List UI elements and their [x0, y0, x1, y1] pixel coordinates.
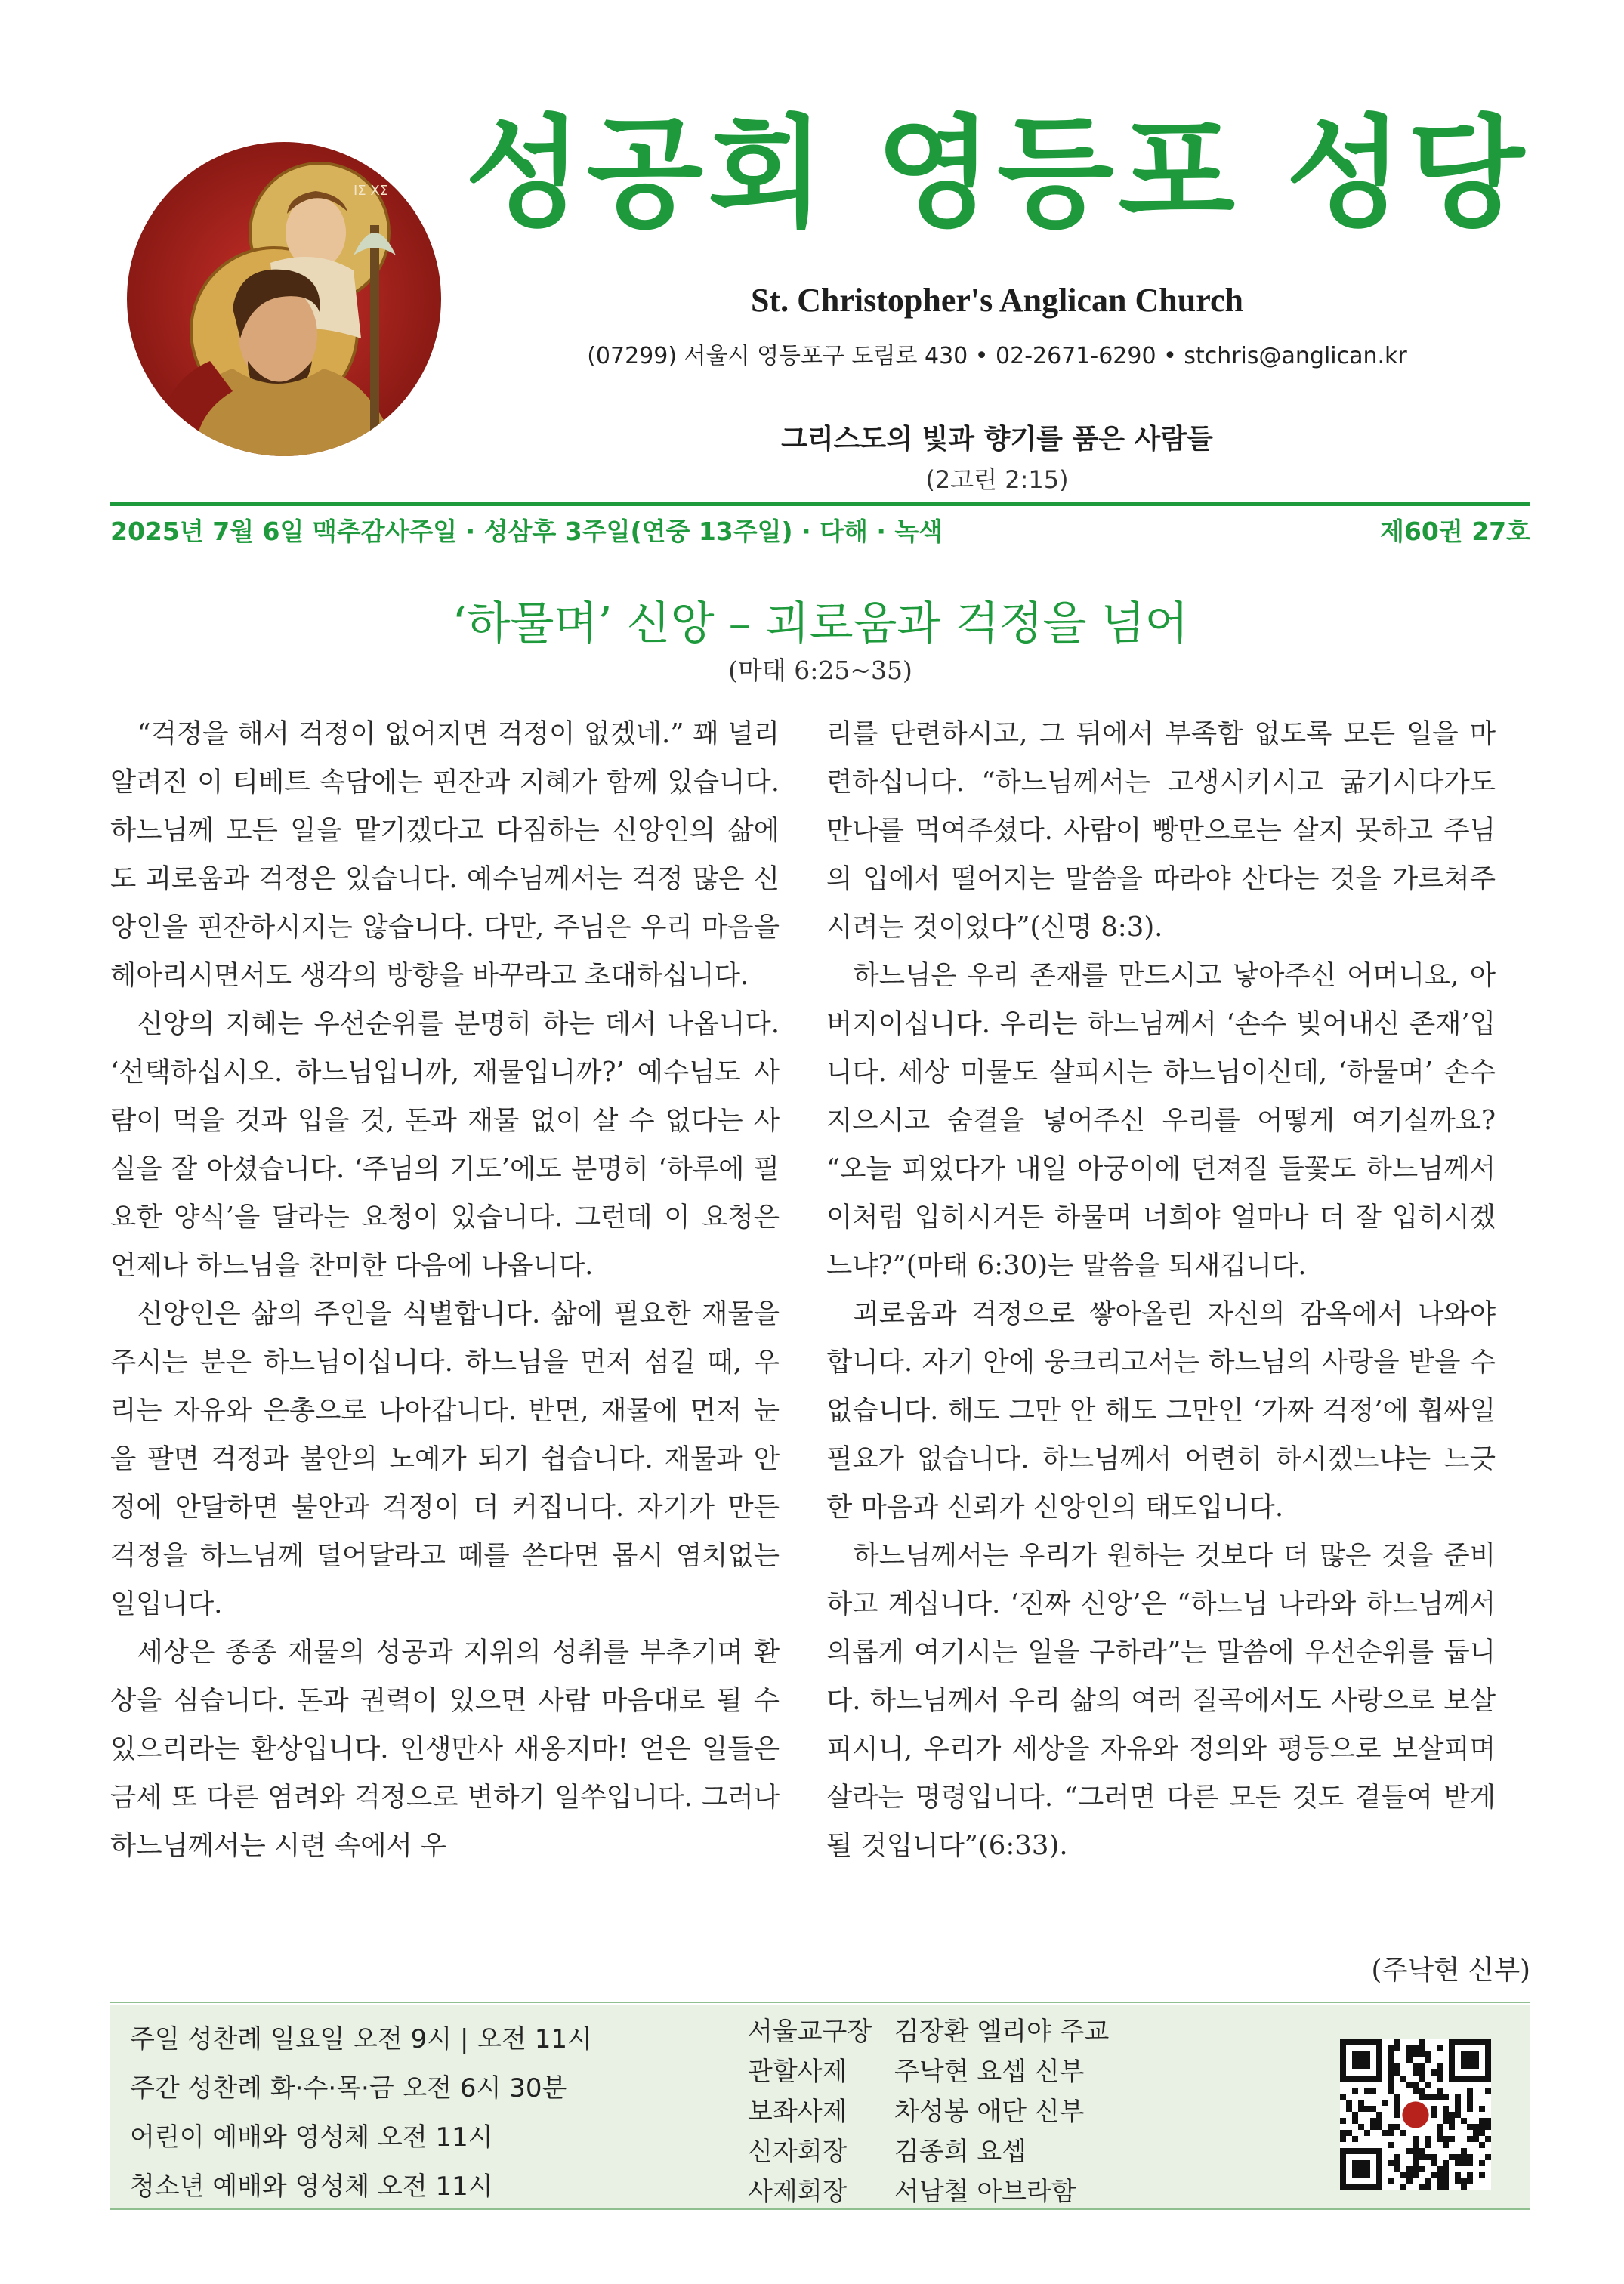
staff-role: 서울교구장 [748, 2017, 872, 2047]
paragraph: 신앙인은 삶의 주인을 식별합니다. 삶에 필요한 재물을 주시는 분은 하느님이십니다. 하느님을 먼저 섬길 때, 우리는 자유와 은총으로 나아갑니다. 반면, 재물에 먼저 눈을 팔면 걱정과 불안의 노예가 되기 쉽습니다. 재물과 안정에 안달하면 불안과 걱정이 더 커집니다. 자기가 만든 걱정을 하느님께 덜어달라고 떼를 쓴다면 몹시 염치없는 일입니다. [110, 1298, 780, 1619]
church-english-name: St. Christopher's Anglican Church [751, 282, 1243, 319]
motto: 그리스도의 빛과 향기를 품은 사람들 [781, 424, 1213, 455]
staff-name: 주낙현 요셉 신부 [894, 2057, 1085, 2087]
staff-row [748, 2011, 1109, 2048]
staff-row [748, 2131, 1027, 2168]
service-time-sunday: 주일 성찬례 일요일 오전 9시 | 오전 11시 [130, 2024, 592, 2054]
author-signature: (주낙현 신부) [1371, 1955, 1530, 1986]
icon-inscription: ΙΣ ΧΣ [354, 183, 389, 199]
staff-row [748, 2171, 1076, 2208]
staff-name: 차성봉 애단 신부 [894, 2097, 1085, 2127]
sermon-column-left [110, 710, 780, 1870]
staff-row [748, 2091, 1085, 2128]
sermon-column-right [826, 710, 1496, 1870]
staff-role: 사제회장 [748, 2177, 848, 2207]
qr-code-icon[interactable] [1340, 2039, 1491, 2190]
staff-role: 관할사제 [748, 2057, 848, 2087]
paragraph: 하느님은 우리 존재를 만드시고 낳아주신 어머니요, 아버지이십니다. 우리는 하느님께서 ‘손수 빚어내신 존재’입니다. 세상 미물도 살피시는 하느님이신데, ‘하물며’ 손수 지으시고 숨결을 넣어주신 우리를 어떻게 여기실까요? “오늘 피었다가 내일 아궁이에 던져질 들꽃도 하느님께서 이처럼 입히시거든 하물며 너희야 얼마나 더 잘 입히시겠느냐?”(마태 6:30)는 말씀을 되새깁니다. [826, 960, 1496, 1281]
service-time-weekday: 주간 성찬례 화·수·목·금 오전 6시 30분 [130, 2073, 567, 2103]
motto-reference: (2고린 2:15) [925, 465, 1069, 494]
dateline: 2025년 7월 6일 맥추감사주일 · 성삼후 3주일(연중 13주일) · 다해 · 녹색 [110, 517, 943, 546]
footer-divider [110, 2002, 1530, 2003]
church-icon-image [127, 142, 441, 456]
sermon-title: ‘하물며’ 신앙 – 괴로움과 걱정을 넘어 [452, 597, 1189, 650]
staff-name: 김장환 엘리야 주교 [894, 2017, 1110, 2047]
paragraph: 세상은 종종 재물의 성공과 지위의 성취를 부추기며 환상을 심습니다. 돈과 권력이 있으면 사람 마음대로 될 수 있으리라는 환상입니다. 인생만사 새옹지마! 얻은 일들은 금세 또 다른 염려와 걱정으로 변하기 일쑤입니다. 그러나 하느님께서는 시련 속에서 우 [110, 1637, 780, 1861]
header-divider [110, 502, 1530, 506]
paragraph: 리를 단련하시고, 그 뒤에서 부족함 없도록 모든 일을 마련하십니다. “하느님께서는 고생시키시고 굶기시다가도 만나를 먹여주셨다. 사람이 빵만으로는 살지 못하고 주님의 입에서 떨어지는 말씀을 따라야 산다는 것을 가르쳐주시려는 것이었다”(신명 8:3). [826, 718, 1496, 943]
sermon-reference: (마태 6:25~35) [728, 656, 912, 685]
issue-number: 제60권 27호 [1380, 517, 1530, 546]
service-time-children: 어린이 예배와 영성체 오전 11시 [130, 2122, 493, 2153]
paragraph: 괴로움과 걱정으로 쌓아올린 자신의 감옥에서 나와야 합니다. 자기 안에 웅크리고서는 하느님의 사랑을 받을 수 없습니다. 해도 그만 안 해도 그만인 ‘가짜 걱정’에 휩싸일 필요가 없습니다. 하느님께서 어련히 하시겠느냐는 느긋한 마음과 신뢰가 신앙인의 태도입니다. [826, 1298, 1496, 1523]
paragraph: 신앙의 지혜는 우선순위를 분명히 하는 데서 나옵니다. ‘선택하십시오. 하느님입니까, 재물입니까?’ 예수님도 사람이 먹을 것과 입을 것, 돈과 재물 없이 살 수 없다는 사실을 잘 아셨습니다. ‘주님의 기도’에도 분명히 ‘하루에 필요한 양식’을 달라는 요청이 있습니다. 그런데 이 요청은 언제나 하느님을 찬미한 다음에 나옵니다. [110, 1008, 780, 1281]
staff-role: 신자회장 [748, 2137, 848, 2167]
staff-name: 김종희 요셉 [894, 2137, 1027, 2167]
page-title: 성공회 영등포 성당 [465, 103, 1529, 244]
paragraph: 하느님께서는 우리가 원하는 것보다 더 많은 것을 준비하고 계십니다. ‘진짜 신앙’은 “하느님 나라와 하느님께서 의롭게 여기시는 일을 구하라”는 말씀에 우선순위를 둡니다. 하느님께서 우리 삶의 여러 질곡에서도 사랑으로 보살피시니, 우리가 세상을 자유와 정의와 평등으로 보살피며 살라는 명령입니다. “그러면 다른 모든 것도 곁들여 받게 될 것입니다”(6:33). [826, 1540, 1496, 1861]
staff-role: 보좌사제 [748, 2097, 848, 2127]
paragraph: “걱정을 해서 걱정이 없어지면 걱정이 없겠네.” 꽤 널리 알려진 이 티베트 속담에는 핀잔과 지혜가 함께 있습니다. 하느님께 모든 일을 맡기겠다고 다짐하는 신앙인의 삶에도 괴로움과 걱정은 있습니다. 예수님께서는 걱정 많은 신앙인을 핀잔하시지는 않습니다. 다만, 주님은 우리 마음을 헤아리시면서도 생각의 방향을 바꾸라고 초대하십니다. [110, 718, 780, 991]
staff-name: 서남철 아브라함 [894, 2177, 1076, 2207]
contact-line: (07299) 서울시 영등포구 도림로 430 • 02-2671-6290 • stchris@anglican.kr [587, 343, 1407, 369]
footer-divider-bottom [110, 2208, 1530, 2210]
staff-row [748, 2051, 1085, 2088]
service-time-youth: 청소년 예배와 영성체 오전 11시 [130, 2171, 493, 2202]
